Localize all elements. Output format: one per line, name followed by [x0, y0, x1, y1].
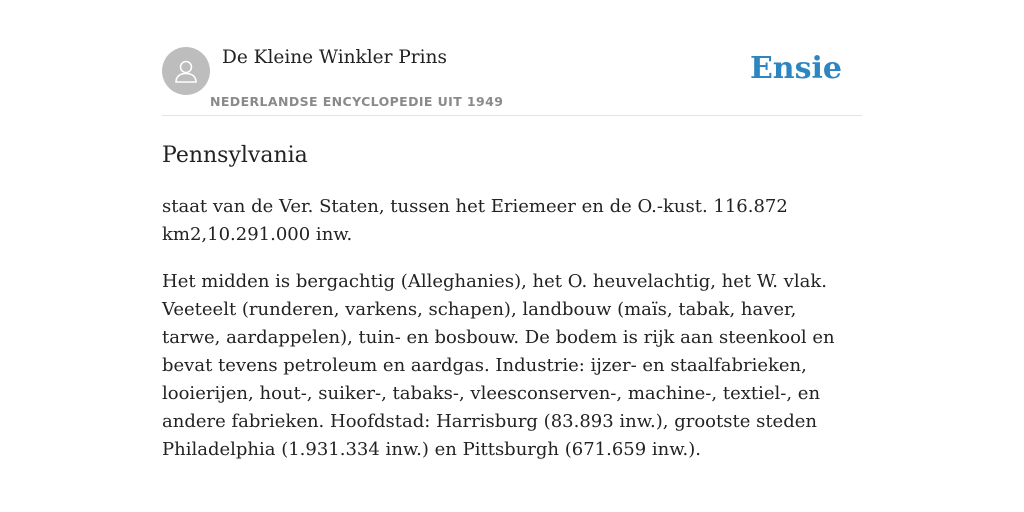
- entry-paragraph: staat van de Ver. Staten, tussen het Eriemeer en de O.-kust. 116.872 km2,10.291.000 inw.: [162, 196, 788, 245]
- entry-title: Pennsylvania: [162, 143, 308, 168]
- author-name-link[interactable]: De Kleine Winkler Prins: [222, 47, 447, 68]
- author-avatar[interactable]: [162, 47, 210, 95]
- ensie-logo[interactable]: Ensie: [749, 51, 842, 86]
- user-silhouette-icon: [172, 57, 200, 85]
- entry-paragraph: Het midden is bergachtig (Alleghanies), het O. heuvelachtig, het W. vlak. Veeteelt (runderen, varkens, schapen), landbouw (maïs, tabak, haver, tarwe, aardappelen), tuin- en bosbouw. De bodem is rijk aan steenkool en bevat tevens petroleum en aardgas. Industrie: ijzer- en staalfabrieken, looierijen, hout-, suiker-, tabaks-, vleesconserven-, machine-, textiel-, en andere fabrieken. Hoofdstad: Harrisburg (83.893 inw.), grootste steden Philadelphia (1.931.334 inw.) en Pittsburgh (671.659 inw.).: [162, 271, 835, 460]
- entry-header: [162, 46, 862, 116]
- entry-card: [162, 46, 862, 464]
- source-subtitle: NEDERLANDSE ENCYCLOPEDIE UIT 1949: [210, 94, 504, 109]
